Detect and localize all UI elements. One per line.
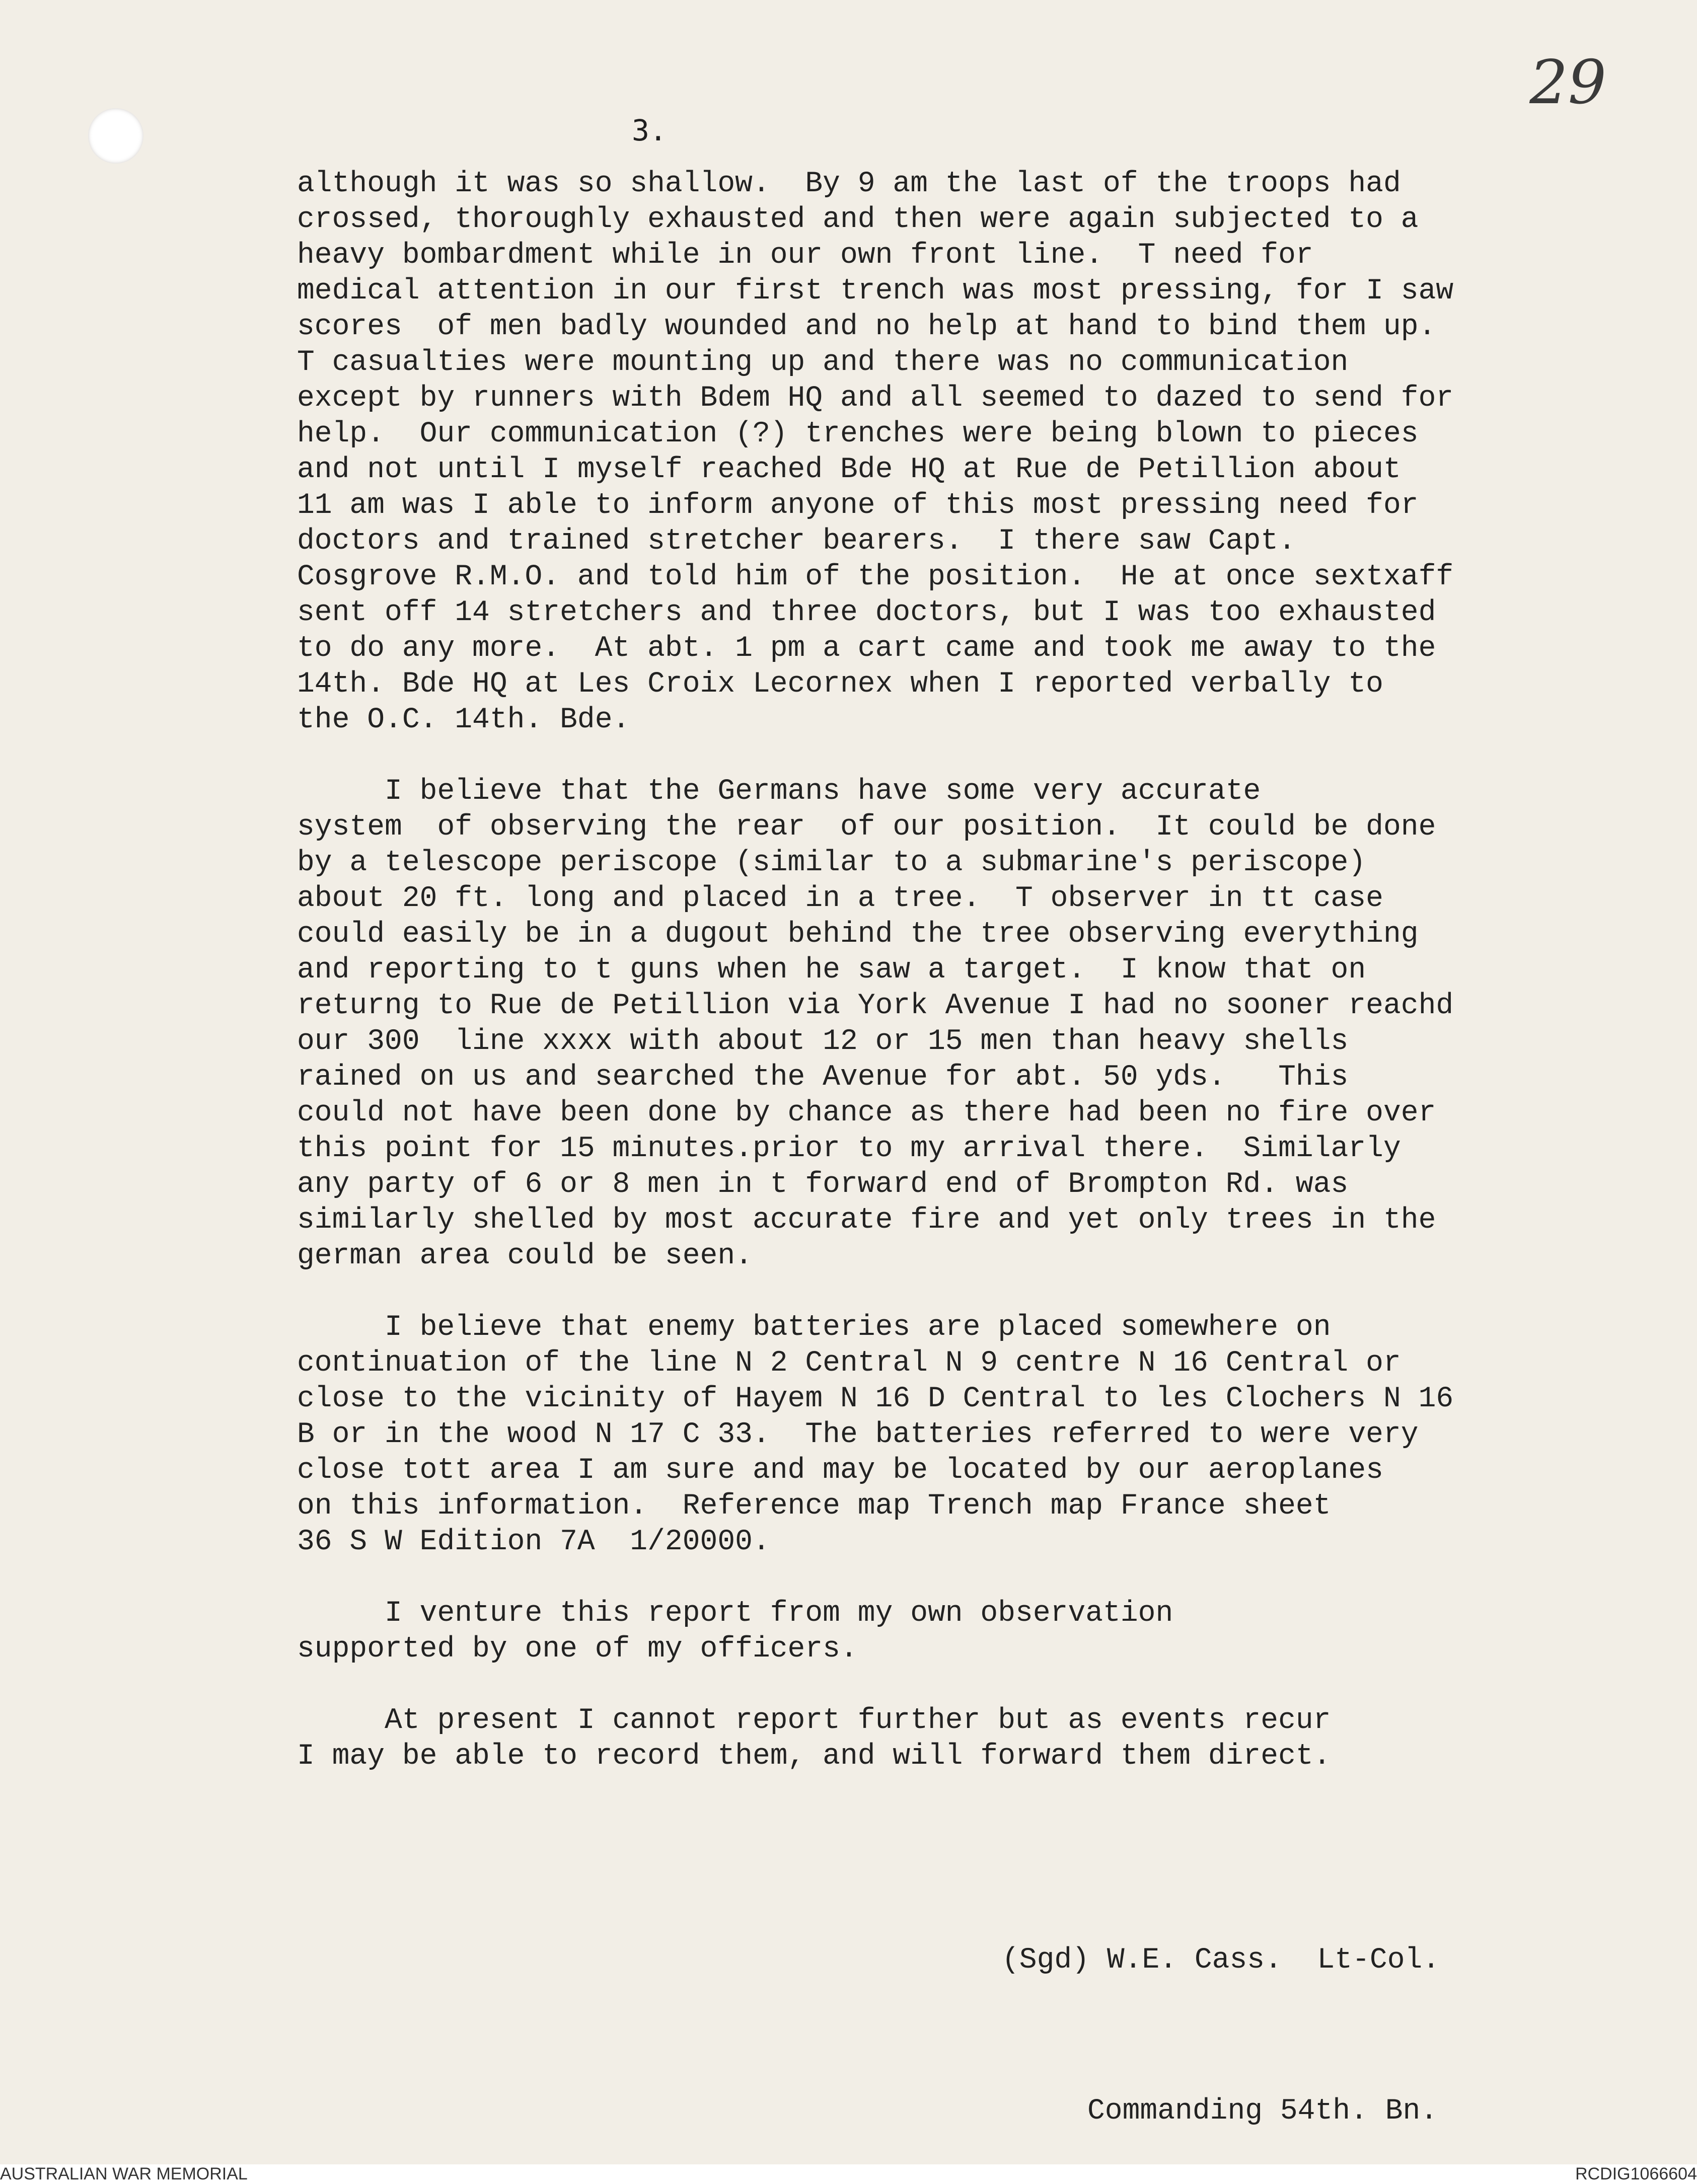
paragraph-gap <box>297 1667 1671 1703</box>
archive-footer <box>0 2164 1697 2183</box>
text-line: about 20 ft. long and placed in a tree. T observer in tt case <box>297 882 1383 915</box>
text-line: sent off 14 stretchers and three doctors, but I was too exhausted <box>297 596 1436 629</box>
page-number: 3. <box>632 113 667 147</box>
paragraph <box>297 774 1671 1274</box>
text-line: and reporting to t guns when he saw a target. I know that on <box>297 954 1366 987</box>
paragraph <box>297 1596 1671 1667</box>
text-line: could easily be in a dugout behind the tree observing everything <box>297 918 1419 951</box>
paragraph-gap <box>297 1274 1671 1310</box>
text-line: our 300 line xxxx with about 12 or 15 men than heavy shells <box>297 1025 1349 1058</box>
text-line: I venture this report from my own observation <box>297 1597 1173 1630</box>
text-line: scores of men badly wounded and no help at hand to bind them up. <box>297 311 1436 343</box>
paragraph <box>297 1310 1671 1560</box>
paragraph-gap <box>297 1560 1671 1596</box>
paragraph-gap <box>297 738 1671 774</box>
text-line: could not have been done by chance as there had been no fire over <box>297 1097 1436 1129</box>
text-line: At present I cannot report further but as events recur <box>297 1704 1331 1737</box>
text-line: except by runners with Bdem HQ and all seemed to dazed to send for <box>297 382 1454 415</box>
text-line: I believe that enemy batteries are placed somewhere on <box>297 1311 1331 1344</box>
text-line: 36 S W Edition 7A 1/20000. <box>297 1526 770 1558</box>
text-line: returng to Rue de Petillion via York Avenue I had no sooner reachd <box>297 990 1454 1022</box>
text-line: B or in the wood N 17 C 33. The batteries referred to were very <box>297 1418 1419 1451</box>
text-line: this point for 15 minutes.prior to my arrival there. Similarly <box>297 1133 1401 1165</box>
text-line: the O.C. 14th. Bde. <box>297 704 630 736</box>
text-line: continuation of the line N 2 Central N 9 centre N 16 Central or <box>297 1347 1401 1380</box>
paragraph <box>297 1703 1671 1774</box>
text-line: 11 am was I able to inform anyone of this most pressing need for <box>297 489 1419 522</box>
text-line: close tott area I am sure and may be located by our aeroplanes <box>297 1454 1383 1487</box>
text-line: 14th. Bde HQ at Les Croix Lecornex when I reported verbally to <box>297 668 1383 701</box>
text-line: on this information. Reference map Trench map France sheet <box>297 1490 1331 1523</box>
folio-number: 29 <box>1529 48 1606 118</box>
text-line: doctors and trained stretcher bearers. I there saw Capt. <box>297 525 1296 558</box>
text-line: I believe that the Germans have some very accurate <box>297 775 1261 808</box>
text-line: system of observing the rear of our position. It could be done <box>297 811 1436 844</box>
text-line: close to the vicinity of Hayem N 16 D Central to les Clochers N 16 <box>297 1383 1454 1415</box>
text-line: and not until I myself reached Bde HQ at Rue de Petillion about <box>297 454 1401 486</box>
text-line: heavy bombardment while in our own front line. T need for <box>297 239 1313 272</box>
text-line: Cosgrove R.M.O. and told him of the position. He at once sextxaff <box>297 561 1454 593</box>
text-line: any party of 6 or 8 men in t forward end of Brompton Rd. was <box>297 1168 1349 1201</box>
punch-hole <box>88 108 143 164</box>
text-line: by a telescope periscope (similar to a submarine's periscope) <box>297 847 1366 879</box>
text-line: I may be able to record them, and will forward them direct. <box>297 1740 1331 1773</box>
footer-record-id: RCDIG1066604 <box>1575 2164 1697 2183</box>
paragraph <box>297 166 1671 738</box>
text-line: supported by one of my officers. <box>297 1633 858 1666</box>
footer-source: AUSTRALIAN WAR MEMORIAL <box>0 2164 248 2183</box>
command-line: Commanding 54th. Bn. <box>1087 2095 1438 2128</box>
signed-line: (Sgd) W.E. Cass. Lt-Col. <box>1002 1944 1440 1977</box>
text-line: although it was so shallow. By 9 am the last of the troops had <box>297 168 1401 200</box>
text-line: T casualties were mounting up and there was no communication <box>297 346 1349 379</box>
report-body <box>297 166 1671 1774</box>
signature-block <box>1002 1835 1440 2164</box>
text-line: similarly shelled by most accurate fire and yet only trees in the <box>297 1204 1436 1237</box>
text-line: crossed, thoroughly exhausted and then were again subjected to a <box>297 203 1419 236</box>
text-line: german area could be seen. <box>297 1240 753 1272</box>
text-line: medical attention in our first trench was most pressing, for I saw <box>297 275 1454 308</box>
text-line: rained on us and searched the Avenue for abt. 50 yds. This <box>297 1061 1349 1094</box>
text-line: help. Our communication (?) trenches were being blown to pieces <box>297 418 1419 450</box>
text-line: to do any more. At abt. 1 pm a cart came and took me away to the <box>297 632 1436 665</box>
